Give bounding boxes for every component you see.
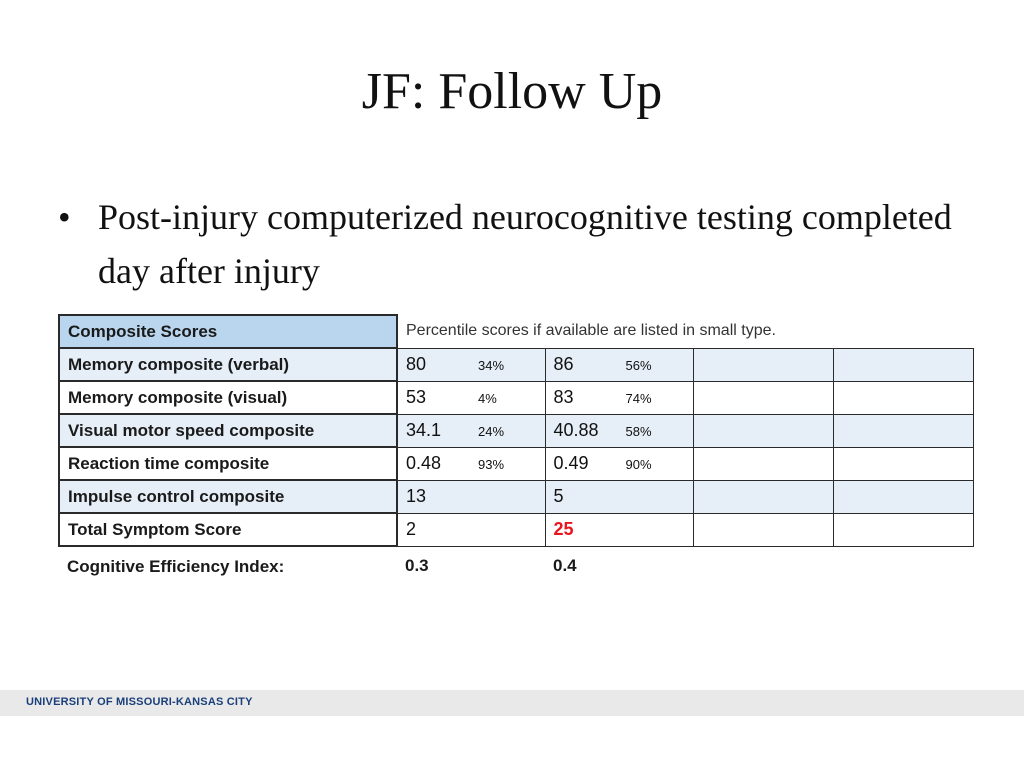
percentile-value: 90% — [625, 457, 652, 472]
empty-cell — [693, 381, 833, 414]
percentile-value: 58% — [625, 424, 652, 439]
row-label: Memory composite (verbal) — [59, 348, 397, 381]
cei-value-2: 0.4 — [545, 546, 693, 586]
bullet-text: Post-injury computerized neurocognitive testing completed day after injury — [98, 197, 952, 291]
table-row — [59, 513, 973, 546]
row-label: Impulse control composite — [59, 480, 397, 513]
percentile-value: 24% — [478, 424, 505, 439]
empty-cell — [833, 546, 973, 586]
score-value: 0.49 — [553, 453, 589, 473]
score-cell-2 — [545, 381, 693, 414]
cognitive-efficiency-row — [59, 546, 973, 586]
percentile-value: 4% — [478, 391, 497, 406]
score-value: 86 — [553, 354, 574, 374]
empty-cell — [833, 414, 973, 447]
score-cell-2 — [545, 414, 693, 447]
empty-cell — [833, 480, 973, 513]
score-cell-1 — [397, 513, 545, 546]
score-cell-1 — [397, 414, 545, 447]
score-cell-1 — [397, 348, 545, 381]
percentile-value: 34% — [478, 358, 505, 373]
institution-logo-text: UNIVERSITY OF MISSOURI-KANSAS CITY — [26, 696, 253, 708]
table-row — [59, 447, 973, 480]
bullet-point — [58, 190, 978, 298]
composite-scores-table — [58, 314, 974, 586]
score-value: 5 — [553, 486, 564, 506]
table-row — [59, 480, 973, 513]
cei-value-1: 0.3 — [397, 546, 545, 586]
row-label: Memory composite (visual) — [59, 381, 397, 414]
table-header-row — [59, 315, 973, 348]
table-row — [59, 381, 973, 414]
empty-cell — [693, 546, 833, 586]
empty-cell — [693, 513, 833, 546]
score-value: 13 — [406, 486, 427, 506]
row-label: Visual motor speed composite — [59, 414, 397, 447]
empty-cell — [833, 513, 973, 546]
score-value: 34.1 — [406, 420, 442, 440]
score-value: 2 — [406, 519, 417, 539]
empty-cell — [693, 480, 833, 513]
empty-cell — [833, 381, 973, 414]
score-value: 80 — [406, 354, 427, 374]
score-value: 53 — [406, 387, 427, 407]
score-value: 83 — [553, 387, 574, 407]
percentile-value: 74% — [625, 391, 652, 406]
percentile-value: 93% — [478, 457, 505, 472]
table-row — [59, 414, 973, 447]
cei-label: Cognitive Efficiency Index: — [59, 546, 397, 586]
score-cell-2 — [545, 447, 693, 480]
empty-cell — [693, 348, 833, 381]
row-label: Reaction time composite — [59, 447, 397, 480]
empty-cell — [693, 414, 833, 447]
empty-cell — [833, 447, 973, 480]
empty-cell — [693, 447, 833, 480]
row-label: Total Symptom Score — [59, 513, 397, 546]
score-value: 40.88 — [553, 420, 599, 440]
bullet-icon: • — [58, 197, 71, 237]
score-cell-1 — [397, 480, 545, 513]
header-label: Composite Scores — [59, 315, 397, 348]
slide-title: JF: Follow Up — [361, 63, 663, 120]
empty-cell — [833, 348, 973, 381]
score-cell-2 — [545, 348, 693, 381]
footer-bar — [0, 690, 1024, 716]
score-cell-2 — [545, 480, 693, 513]
score-cell-2 — [545, 513, 693, 546]
score-cell-1 — [397, 447, 545, 480]
score-cell-1 — [397, 381, 545, 414]
header-note: Percentile scores if available are listed in small type. — [397, 315, 973, 348]
score-value: 0.48 — [406, 453, 442, 473]
percentile-value: 56% — [625, 358, 652, 373]
table-row — [59, 348, 973, 381]
score-value-highlighted: 25 — [553, 519, 574, 539]
